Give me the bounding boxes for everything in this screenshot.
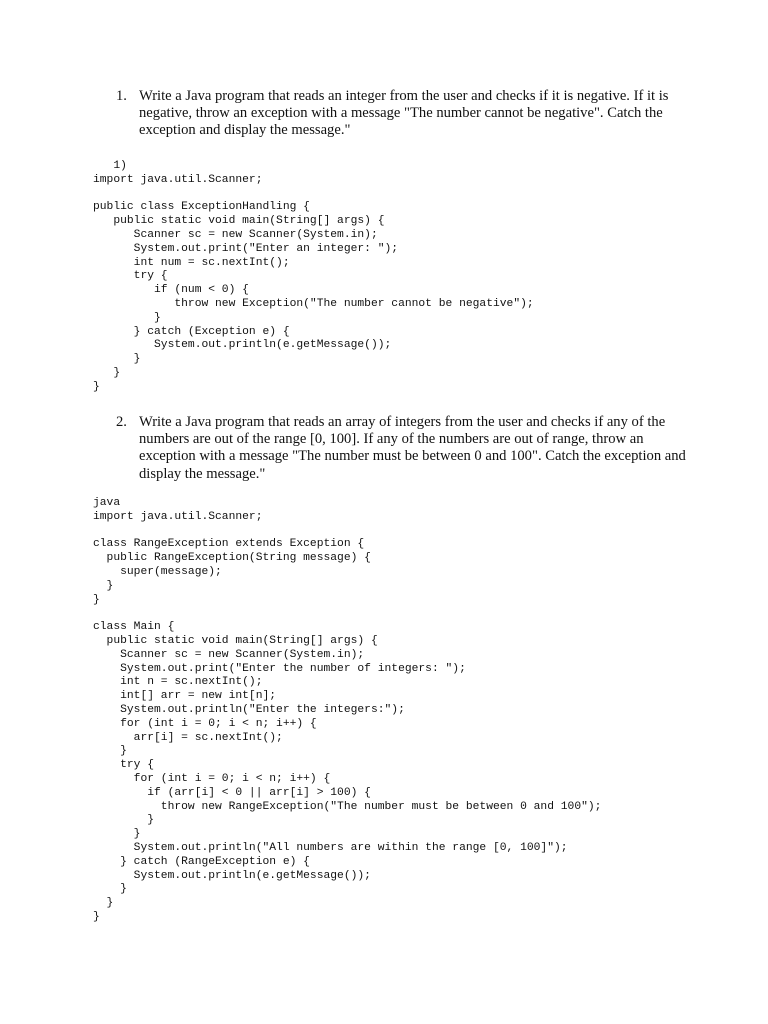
code-line: } xyxy=(93,366,121,379)
code-line: } xyxy=(93,593,100,606)
code-line: public static void main(String[] args) { xyxy=(93,634,378,647)
code-line: public static void main(String[] args) { xyxy=(93,215,385,228)
code-line: super(message); xyxy=(93,565,222,578)
code-line: } xyxy=(93,745,127,758)
code-line: } xyxy=(93,380,100,393)
code-line: } xyxy=(93,814,155,827)
code-line: Scanner sc = new Scanner(System.in); xyxy=(93,648,365,661)
code-line: Scanner sc = new Scanner(System.in); xyxy=(93,228,378,241)
question-text: Write a Java program that reads an integer from the user and checks if it is negative. If it is negative, throw an exception with a message "The number cannot be negative". Catch the exception and display the message." xyxy=(139,88,669,139)
code-line: } catch (Exception e) { xyxy=(93,325,290,338)
code-line: try { xyxy=(93,759,155,772)
code-line: class Main { xyxy=(93,621,175,634)
code-line: } xyxy=(93,883,127,896)
code-line: import java.util.Scanner; xyxy=(93,173,263,186)
question-number: 1. xyxy=(116,88,127,104)
code-line: System.out.print("Enter an integer: "); xyxy=(93,242,399,255)
question-text: Write a Java program that reads an array of integers from the user and checks if any of the numbers are out of the range [0, 100]. If any of the numbers are out of range, throw an exception with a message "The number must be between 0 and 100". Catch the exception and display the message." xyxy=(139,414,686,482)
code-line: } catch (RangeException e) { xyxy=(93,855,310,868)
code-line: System.out.println("All numbers are within the range [0, 100]"); xyxy=(93,841,568,854)
code-line: for (int i = 0; i < n; i++) { xyxy=(93,772,331,785)
code-line: if (num < 0) { xyxy=(93,284,249,297)
code-line: int[] arr = new int[n]; xyxy=(93,690,277,703)
code-line: } xyxy=(93,311,161,324)
question-1 xyxy=(116,88,686,140)
code-block-1 xyxy=(93,160,534,395)
code-line: arr[i] = sc.nextInt(); xyxy=(93,731,283,744)
code-line: System.out.print("Enter the number of integers: "); xyxy=(93,662,466,675)
code-line: System.out.println(e.getMessage()); xyxy=(93,869,371,882)
code-line: int num = sc.nextInt(); xyxy=(93,256,290,269)
code-line: try { xyxy=(93,270,168,283)
code-line: } xyxy=(93,910,100,923)
code-line: 1) xyxy=(93,160,127,172)
code-line: class RangeException extends Exception { xyxy=(93,538,365,551)
question-number: 2. xyxy=(116,414,127,430)
code-line: int n = sc.nextInt(); xyxy=(93,676,263,689)
code-line: } xyxy=(93,828,141,841)
question-2 xyxy=(116,414,686,483)
code-line: for (int i = 0; i < n; i++) { xyxy=(93,717,317,730)
code-line: System.out.println("Enter the integers:"); xyxy=(93,703,405,716)
code-line: throw new Exception("The number cannot be negative"); xyxy=(93,297,534,310)
code-line: } xyxy=(93,897,114,910)
code-line: public RangeException(String message) { xyxy=(93,552,371,565)
code-block-2 xyxy=(93,497,601,925)
code-line: public class ExceptionHandling { xyxy=(93,201,310,214)
code-line: } xyxy=(93,353,141,366)
code-line: System.out.println(e.getMessage()); xyxy=(93,339,392,352)
code-line: import java.util.Scanner; xyxy=(93,510,263,523)
code-line: java xyxy=(93,497,121,509)
code-line: throw new RangeException("The number must be between 0 and 100"); xyxy=(93,800,602,813)
code-line: if (arr[i] < 0 || arr[i] > 100) { xyxy=(93,786,371,799)
code-line: } xyxy=(93,579,114,592)
